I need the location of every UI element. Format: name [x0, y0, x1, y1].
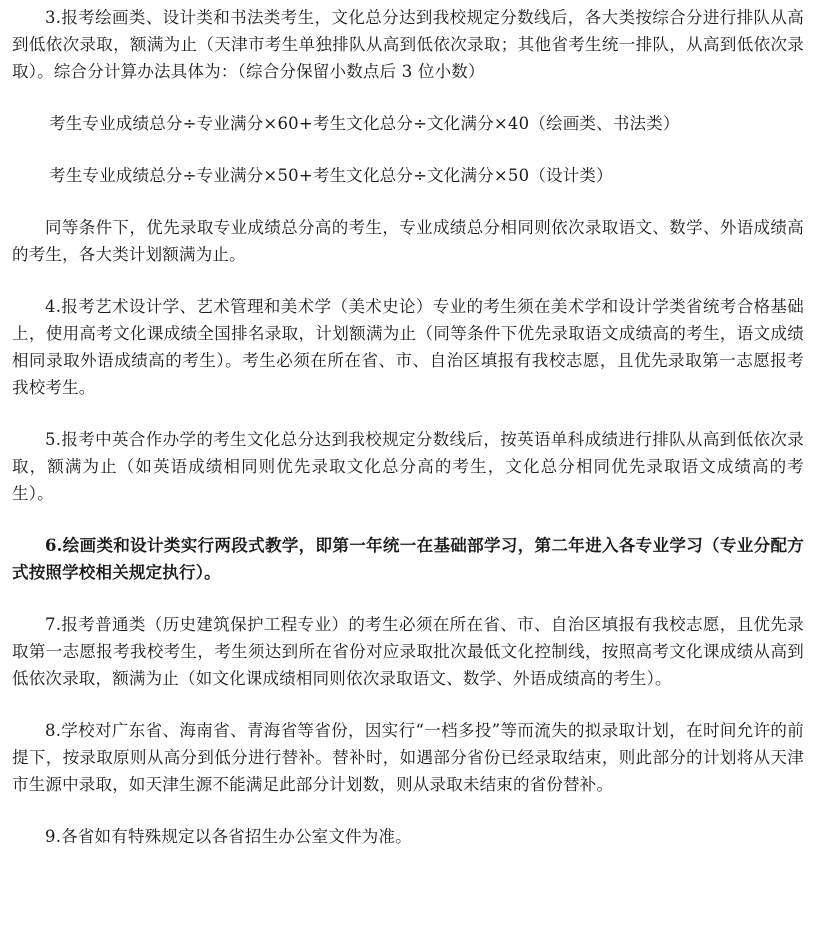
paragraph-3-comprehensive-score: 3.报考绘画类、设计类和书法类考生，文化总分达到我校规定分数线后，各大类按综合分进行排队从高到低依次录取，额满为止（天津市考生单独排队从高到低依次录取；其他省考生统一排队，从高到低依次录取）。综合分计算办法具体为：（综合分保留小数点后 3 位小数）: [12, 8, 804, 81]
formula-painting-calligraphy: 考生专业成绩总分÷专业满分×60+考生文化总分÷文化满分×40（绘画类、书法类）: [49, 114, 680, 133]
paragraph-7-general-category: 7.报考普通类（历史建筑保护工程专业）的考生必须在所在省、市、自治区填报有我校志愿，且优先录取第一志愿报考我校考生，考生须达到所在省份对应录取批次最低文化控制线，按照高考文化课成绩从高到低依次录取，额满为止（如文化课成绩相同则依次录取语文、数学、外语成绩高的考生）。: [12, 615, 804, 688]
paragraph-6-two-stage-teaching: 6.绘画类和设计类实行两段式教学，即第一年统一在基础部学习，第二年进入各专业学习（专业分配方式按照学校相关规定执行）。: [12, 536, 804, 582]
paragraph-3-tiebreak-note: 同等条件下，优先录取专业成绩总分高的考生，专业成绩总分相同则依次录取语文、数学、外语成绩高的考生，各大类计划额满为止。: [12, 218, 804, 264]
document-body: [12, 4, 804, 850]
paragraph-5-sino-british: 5.报考中英合作办学的考生文化总分达到我校规定分数线后，按英语单科成绩进行排队从高到低依次录取，额满为止（如英语成绩相同则优先录取文化总分高的考生，文化总分相同优先录取语文成绩高的考生）。: [12, 430, 804, 503]
formula-design: 考生专业成绩总分÷专业满分×50+考生文化总分÷文化满分×50（设计类）: [49, 166, 613, 185]
paragraph-9-special-rules: 9.各省如有特殊规定以各省招生办公室文件为准。: [45, 827, 412, 846]
paragraph-8-replacement-plan: 8.学校对广东省、海南省、青海省等省份，因实行“一档多投”等而流失的拟录取计划，在时间允许的前提下，按录取原则从高分到低分进行替补。替补时，如遇部分省份已经录取结束，则此部分的计划将从天津市生源中录取，如天津生源不能满足此部分计划数，则从录取未结束的省份替补。: [12, 721, 804, 794]
paragraph-4-art-design-theory: 4.报考艺术设计学、艺术管理和美术学（美术史论）专业的考生须在美术学和设计学类省统考合格基础上，使用高考文化课成绩全国排名录取，计划额满为止（同等条件下优先录取语文成绩高的考生，语文成绩相同录取外语成绩高的考生）。考生必须在所在省、市、自治区填报有我校志愿，且优先录取第一志愿报考我校考生。: [12, 297, 804, 397]
